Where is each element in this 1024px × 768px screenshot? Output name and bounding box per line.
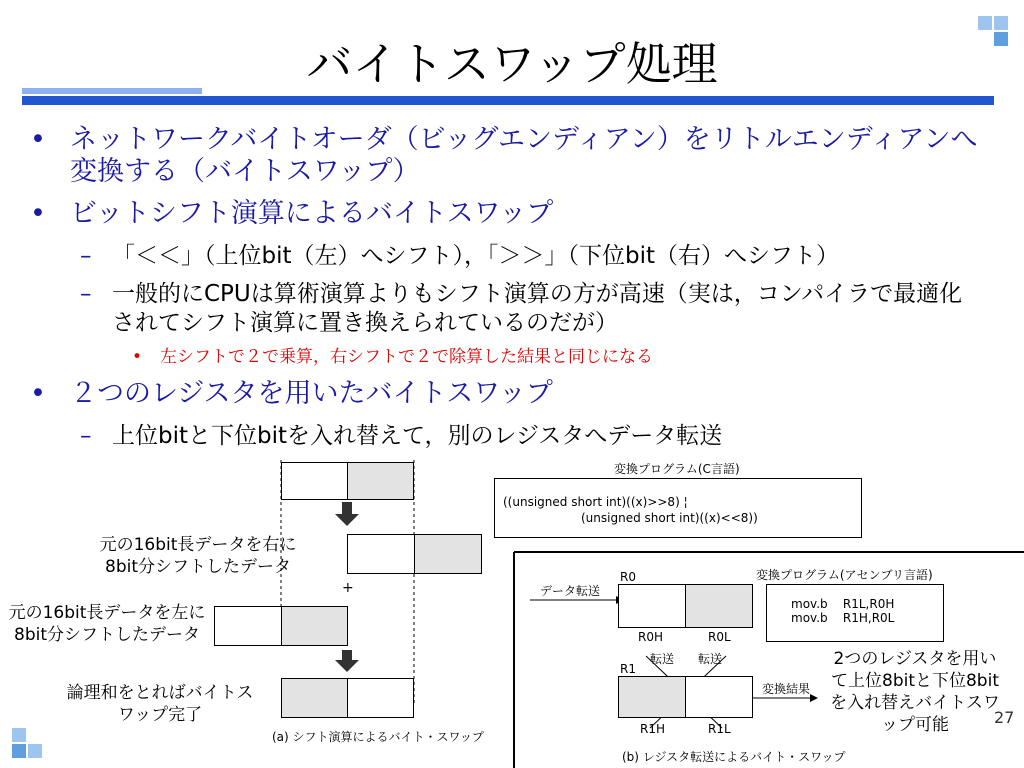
r0h-label: R0H bbox=[638, 630, 663, 644]
diagram-a bbox=[0, 460, 500, 760]
c-program-title: 変換プログラム(C言語) bbox=[614, 462, 740, 476]
sub-bullet-shift-ops: 「＜＜」（上位bit（左）へシフト），「＞＞」（下位bit（右）へシフト） bbox=[112, 243, 840, 269]
transfer-label-right: 転送 bbox=[698, 652, 723, 666]
sub-sub-bullet-marker: • bbox=[132, 347, 143, 367]
data-transfer-label: データ転送 bbox=[540, 584, 601, 598]
original-data-low-byte bbox=[347, 462, 414, 500]
diagram-b bbox=[490, 460, 1024, 768]
r0l-label: R0L bbox=[708, 630, 731, 644]
diagram-b-caption: (b) レジスタ転送によるバイト・スワップ bbox=[622, 750, 846, 764]
transfer-label-left: 転送 bbox=[650, 652, 675, 666]
diagram-a-caption: (a) シフト演算によるバイト・スワップ bbox=[272, 730, 484, 744]
sub-sub-bullet-multiply: 左シフトで２で乗算，右シフトで２で除算した結果と同じになる bbox=[160, 347, 653, 367]
slide-title: バイトスワップ処理 bbox=[306, 37, 718, 91]
bullet-3: ２つのレジスタを用いたバイトスワップ bbox=[70, 378, 553, 409]
plus-sign: + bbox=[342, 580, 354, 596]
left-shift-high-byte bbox=[214, 606, 282, 646]
left-shift-label: 元の16bit長データを左に8bit分シフトしたデータ bbox=[8, 603, 206, 645]
result-low-byte bbox=[347, 678, 414, 718]
bullet-1: ネットワークバイトオーダ（ビッグエンディアン）をリトルエンディアンへ変換する（バイトスワップ） bbox=[70, 124, 978, 187]
page-number: 27 bbox=[994, 708, 1015, 727]
register-r1-high bbox=[618, 676, 686, 718]
conversion-result-label: 変換結果 bbox=[762, 682, 811, 696]
asm-program-box bbox=[766, 584, 944, 642]
sub-bullet-register-swap: 上位bitと下位bitを入れ替えて，別のレジスタへデータ転送 bbox=[112, 423, 723, 449]
asm-line-1: mov.b R1L,R0H bbox=[791, 597, 895, 611]
register-r0-label: R0 bbox=[620, 570, 636, 584]
register-swap-note: 2つのレジスタを用いて上位8bitと下位8bitを入れ替えバイトスワップ可能 bbox=[830, 649, 1000, 735]
bullet-marker: • bbox=[30, 198, 46, 229]
register-r1-label: R1 bbox=[620, 662, 636, 676]
down-arrow-icon bbox=[335, 502, 359, 526]
right-shift-high-byte bbox=[347, 534, 415, 574]
sub-bullet-cpu-speed: 一般的にCPUは算術演算よりもシフト演算の方が高速（実は，コンパイラで最適化されてシフト演算に置き換えられているのだが） bbox=[112, 281, 963, 336]
register-r0-low bbox=[685, 584, 753, 628]
down-arrow-icon bbox=[335, 650, 359, 672]
bullet-2: ビットシフト演算によるバイトスワップ bbox=[70, 198, 554, 229]
sub-bullet-marker: – bbox=[80, 281, 92, 307]
bullet-marker: • bbox=[30, 124, 46, 155]
r1h-label: R1H bbox=[640, 722, 665, 736]
or-result-label: 論理和をとればバイトスワップ完了 bbox=[66, 683, 254, 725]
asm-line-2: mov.b R1H,R0L bbox=[791, 611, 895, 625]
sub-bullet-marker: – bbox=[80, 423, 92, 449]
right-shift-label: 元の16bit長データを右に8bit分シフトしたデータ bbox=[99, 535, 297, 577]
c-code-line-1: ((unsigned short int)((x)>>8) ¦ bbox=[503, 495, 688, 509]
r1l-label: R1L bbox=[708, 722, 731, 736]
result-high-byte bbox=[281, 678, 348, 718]
register-r0-high bbox=[618, 584, 686, 628]
asm-program-title: 変換プログラム(アセンブリ言語) bbox=[756, 568, 933, 582]
sub-bullet-marker: – bbox=[80, 243, 92, 269]
left-shift-low-byte bbox=[281, 606, 348, 646]
original-data-high-byte bbox=[281, 462, 348, 500]
c-code-line-2: (unsigned short int)((x)<<8)) bbox=[581, 511, 758, 525]
right-shift-low-byte bbox=[414, 534, 482, 574]
bullet-marker: • bbox=[30, 378, 46, 409]
title-accent-bar bbox=[22, 88, 202, 94]
title-underline bbox=[22, 96, 994, 105]
register-r1-low bbox=[685, 676, 753, 718]
